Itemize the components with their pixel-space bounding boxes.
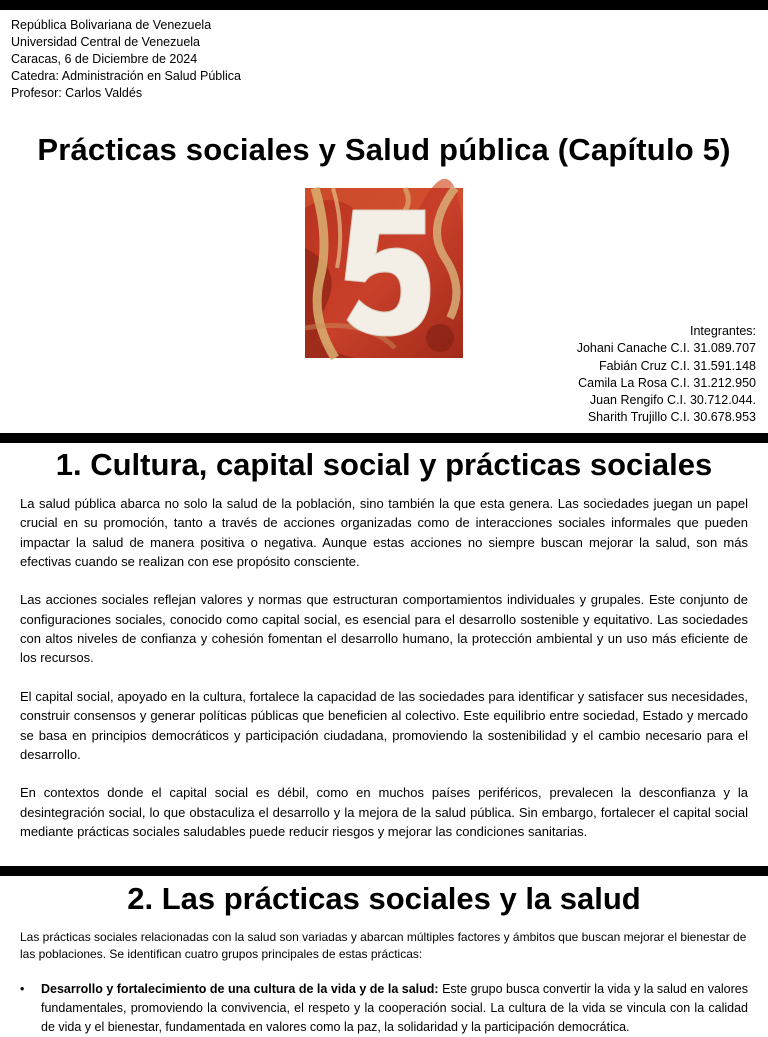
paragraph: En contextos donde el capital social es débil, como en muchos países periféricos, prevalecen la desconfianza y la desintegración social, lo que obstaculiza el desarrollo y la mejora de la salud pública. Sin embargo, fortalecer el capital social mediante prácticas sociales saludables puede reducir riesgos y mejorar las condiciones sanitarias.	[20, 785, 748, 840]
paragraph: Las acciones sociales reflejan valores y normas que estructuran comportamientos individuales y grupales. Este conjunto de configuraciones sociales, conocido como capital social, es esencial para el desarrollo sostenible y equitativo. Las sociedades con altos niveles de confianza y cohesión fomentan el desarrollo humano, la protección ambiental y un uso más eficiente de los recursos.	[20, 592, 748, 666]
bullet-item	[20, 980, 748, 1037]
team-member: Sharith Trujillo C.I. 30.678.953	[587, 410, 756, 425]
team-members	[577, 323, 756, 427]
bullet-body: Este grupo busca convertir la vida y la salud en valores fundamentales, promoviendo la convivencia, el respeto y la cooperación social. La cultura de la vida se vincula con la calidad de vida y el bienestar, fundamentada en valores como la paz, la solidaridad y la participación democrática.	[41, 982, 748, 1034]
chapter-number-image	[305, 188, 463, 358]
header-line: Catedra: Administración en Salud Pública	[11, 69, 241, 83]
header-line: República Bolivariana de Venezuela	[11, 18, 212, 32]
team-member: Fabián Cruz C.I. 31.591.148	[598, 358, 756, 373]
section-1-title: 1. Cultura, capital social y prácticas sociales	[55, 447, 713, 482]
header-line: Caracas, 6 de Diciembre de 2024	[11, 52, 198, 66]
slide-separator	[0, 433, 768, 443]
paragraph: La salud pública abarca no solo la salud de la población, sino también la que esta genera. Las sociedades juegan un papel crucial en su promoción, tanto a través de acciones organizadas como de interacciones sociales informales que pueden impactar la salud de manera positiva o negativa. Aunque estas acciones no siempre buscan mejorar la salud, son más efectivas cuando se realizan con ese propósito consciente.	[20, 496, 748, 569]
section-2-intro: Las prácticas sociales relacionadas con la salud son variadas y abarcan múltiples factores y ámbitos que buscan mejorar el bienestar de las poblaciones. Se identifican cuatro grupos principales de estas prácticas:	[20, 930, 747, 962]
bullet-text	[41, 980, 748, 1037]
section-1-body	[20, 494, 748, 861]
bullet-marker: •	[20, 982, 25, 996]
paragraph: El capital social, apoyado en la cultura, fortalece la capacidad de las sociedades para identificar y satisfacer sus necesidades, construir consensos y generar políticas públicas que beneficien al colectivo. Este equilibrio entre sociedad, Estado y mercado se basa en principios democráticos y participación ciudadana, promoviendo la sostenibilidad y el cambio necesario para el desarrollo.	[20, 688, 748, 762]
team-member: Johani Canache C.I. 31.089.707	[576, 341, 756, 356]
team-member: Juan Rengifo C.I. 30.712.044.	[589, 393, 756, 408]
slide-separator-top	[0, 0, 768, 10]
cover-title: Prácticas sociales y Salud pública (Capítulo 5)	[37, 132, 731, 167]
section-2-title: 2. Las prácticas sociales y la salud	[127, 881, 641, 916]
section-1-slide	[0, 443, 768, 866]
header-line: Universidad Central de Venezuela	[11, 35, 201, 49]
institution-header	[11, 17, 241, 102]
cover-slide	[0, 10, 768, 433]
bullet-heading: Desarrollo y fortalecimiento de una cultura de la vida y de la salud:	[41, 982, 439, 996]
integrantes-label: Integrantes:	[689, 324, 756, 338]
section-2-slide	[0, 876, 768, 1034]
team-member: Camila La Rosa C.I. 31.212.950	[578, 375, 756, 390]
slide-separator	[0, 866, 768, 876]
header-line: Profesor: Carlos Valdés	[11, 86, 143, 100]
